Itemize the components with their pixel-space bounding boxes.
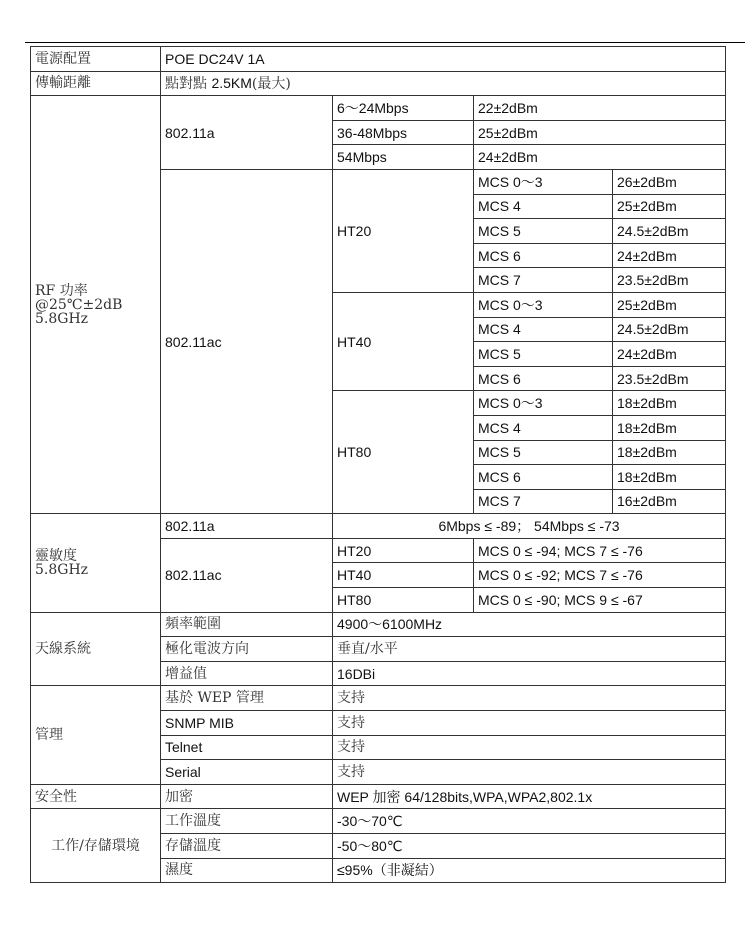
rf-a-rate: 36-48Mbps [333,120,474,145]
security-value: WEP 加密 64/128bits,WPA,WPA2,802.1x [333,784,726,809]
sens-label-line: 靈敏度 [35,547,77,564]
row-distance [31,71,726,96]
rf-ac-power: 18±2dBm [613,391,726,416]
rf-ac-power: 26±2dBm [613,169,726,194]
antenna-row [31,612,726,637]
mgmt-value: 支持 [333,711,726,736]
row-power [31,47,726,72]
rf-label [31,96,161,514]
rf-ac-power: 24.5±2dBm [613,219,726,244]
rf-a-power: 25±2dBm [474,120,726,145]
rf-a-row [31,96,726,121]
rf-ac-bw: HT40 [333,292,474,390]
sens-label-line: 5.8GHz [35,561,89,578]
mgmt-value: 支持 [333,686,726,711]
distance-number: 2.5KM [211,74,252,91]
rf-a-rate: 54Mbps [333,145,474,170]
env-value: ≤95%（非凝結） [333,858,726,883]
antenna-name: 頻率範圍 [161,612,333,637]
env-value: -50～80℃ [333,834,726,859]
rf-ac-power: 18±2dBm [613,440,726,465]
env-row [31,809,726,834]
rf-ac-mcs: MCS 7 [474,268,613,293]
antenna-value: 4900～6100MHz [333,612,726,637]
security-name: 加密 [161,784,333,809]
rf-a-power: 24±2dBm [474,145,726,170]
rf-label-line: 5.8GHz [35,310,89,327]
antenna-label: 天線系統 [31,612,161,686]
rf-ac-power: 18±2dBm [613,465,726,490]
rf-ac-mcs: MCS 4 [474,415,613,440]
rf-ac-power: 24±2dBm [613,342,726,367]
distance-value [161,71,726,96]
mgmt-name: Telnet [161,735,333,760]
rf-label-line: @25℃±2dB [35,296,123,313]
rf-ac-bw: HT20 [333,169,474,292]
rf-ac-power: 23.5±2dBm [613,366,726,391]
distance-prefix: 點對點 [165,75,212,92]
security-row [31,784,726,809]
sens-ac-value: MCS 0 ≤ -94; MCS 7 ≤ -76 [474,538,726,563]
rf-ac-bw: HT80 [333,391,474,514]
sens-ac-bw: HT80 [333,588,474,613]
rf-ac-mcs: MCS 6 [474,366,613,391]
antenna-name: 極化電波方向 [161,637,333,662]
env-name: 濕度 [161,858,333,883]
env-name: 存儲溫度 [161,834,333,859]
rf-ac-mcs: MCS 6 [474,465,613,490]
rf-ac-mcs: MCS 0～3 [474,292,613,317]
sens-ac-mode: 802.11ac [161,538,333,612]
rf-ac-mcs: MCS 5 [474,219,613,244]
sens-label [31,514,161,612]
sens-a-value: 6Mbps ≤ -89； 54Mbps ≤ -73 [333,514,726,539]
rf-ac-power: 18±2dBm [613,415,726,440]
spec-table [30,46,726,883]
antenna-value: 垂直/水平 [333,637,726,662]
mgmt-row [31,686,726,711]
rf-a-mode: 802.11a [161,96,333,170]
rf-ac-mcs: MCS 0～3 [474,169,613,194]
antenna-value: 16DBi [333,661,726,686]
env-name: 工作溫度 [161,809,333,834]
distance-label: 傳輸距離 [31,71,161,96]
sens-a-mode: 802.11a [161,514,333,539]
rf-ac-power: 23.5±2dBm [613,268,726,293]
rf-a-rate: 6～24Mbps [333,96,474,121]
rf-ac-power: 16±2dBm [613,489,726,514]
sens-ac-bw: HT40 [333,563,474,588]
rf-ac-power: 25±2dBm [613,292,726,317]
rf-a-power: 22±2dBm [474,96,726,121]
mgmt-value: 支持 [333,760,726,785]
rf-ac-power: 24.5±2dBm [613,317,726,342]
rf-ac-mcs: MCS 4 [474,194,613,219]
rf-ac-mcs: MCS 0～3 [474,391,613,416]
sens-ac-bw: HT20 [333,538,474,563]
rf-ac-mcs: MCS 4 [474,317,613,342]
rf-ac-mcs: MCS 7 [474,489,613,514]
antenna-name: 增益值 [161,661,333,686]
rf-ac-mode: 802.11ac [161,169,333,513]
rf-ac-power: 24±2dBm [613,243,726,268]
top-rule [25,42,745,43]
mgmt-label: 管理 [31,686,161,784]
security-label: 安全性 [31,784,161,809]
sens-ac-value: MCS 0 ≤ -90; MCS 9 ≤ -67 [474,588,726,613]
rf-label-line: RF 功率 [35,282,88,299]
sens-a-row [31,514,726,539]
rf-ac-mcs: MCS 6 [474,243,613,268]
rf-ac-mcs: MCS 5 [474,342,613,367]
env-label: 工作/存儲環境 [31,809,161,883]
env-value: -30～70℃ [333,809,726,834]
sens-ac-value: MCS 0 ≤ -92; MCS 7 ≤ -76 [474,563,726,588]
power-value: POE DC24V 1A [161,47,726,72]
distance-suffix: (最大) [251,75,291,92]
rf-ac-mcs: MCS 5 [474,440,613,465]
rf-ac-power: 25±2dBm [613,194,726,219]
mgmt-name: Serial [161,760,333,785]
power-label: 電源配置 [31,47,161,72]
mgmt-name: 基於 WEP 管理 [161,686,333,711]
mgmt-name: SNMP MIB [161,711,333,736]
mgmt-value: 支持 [333,735,726,760]
